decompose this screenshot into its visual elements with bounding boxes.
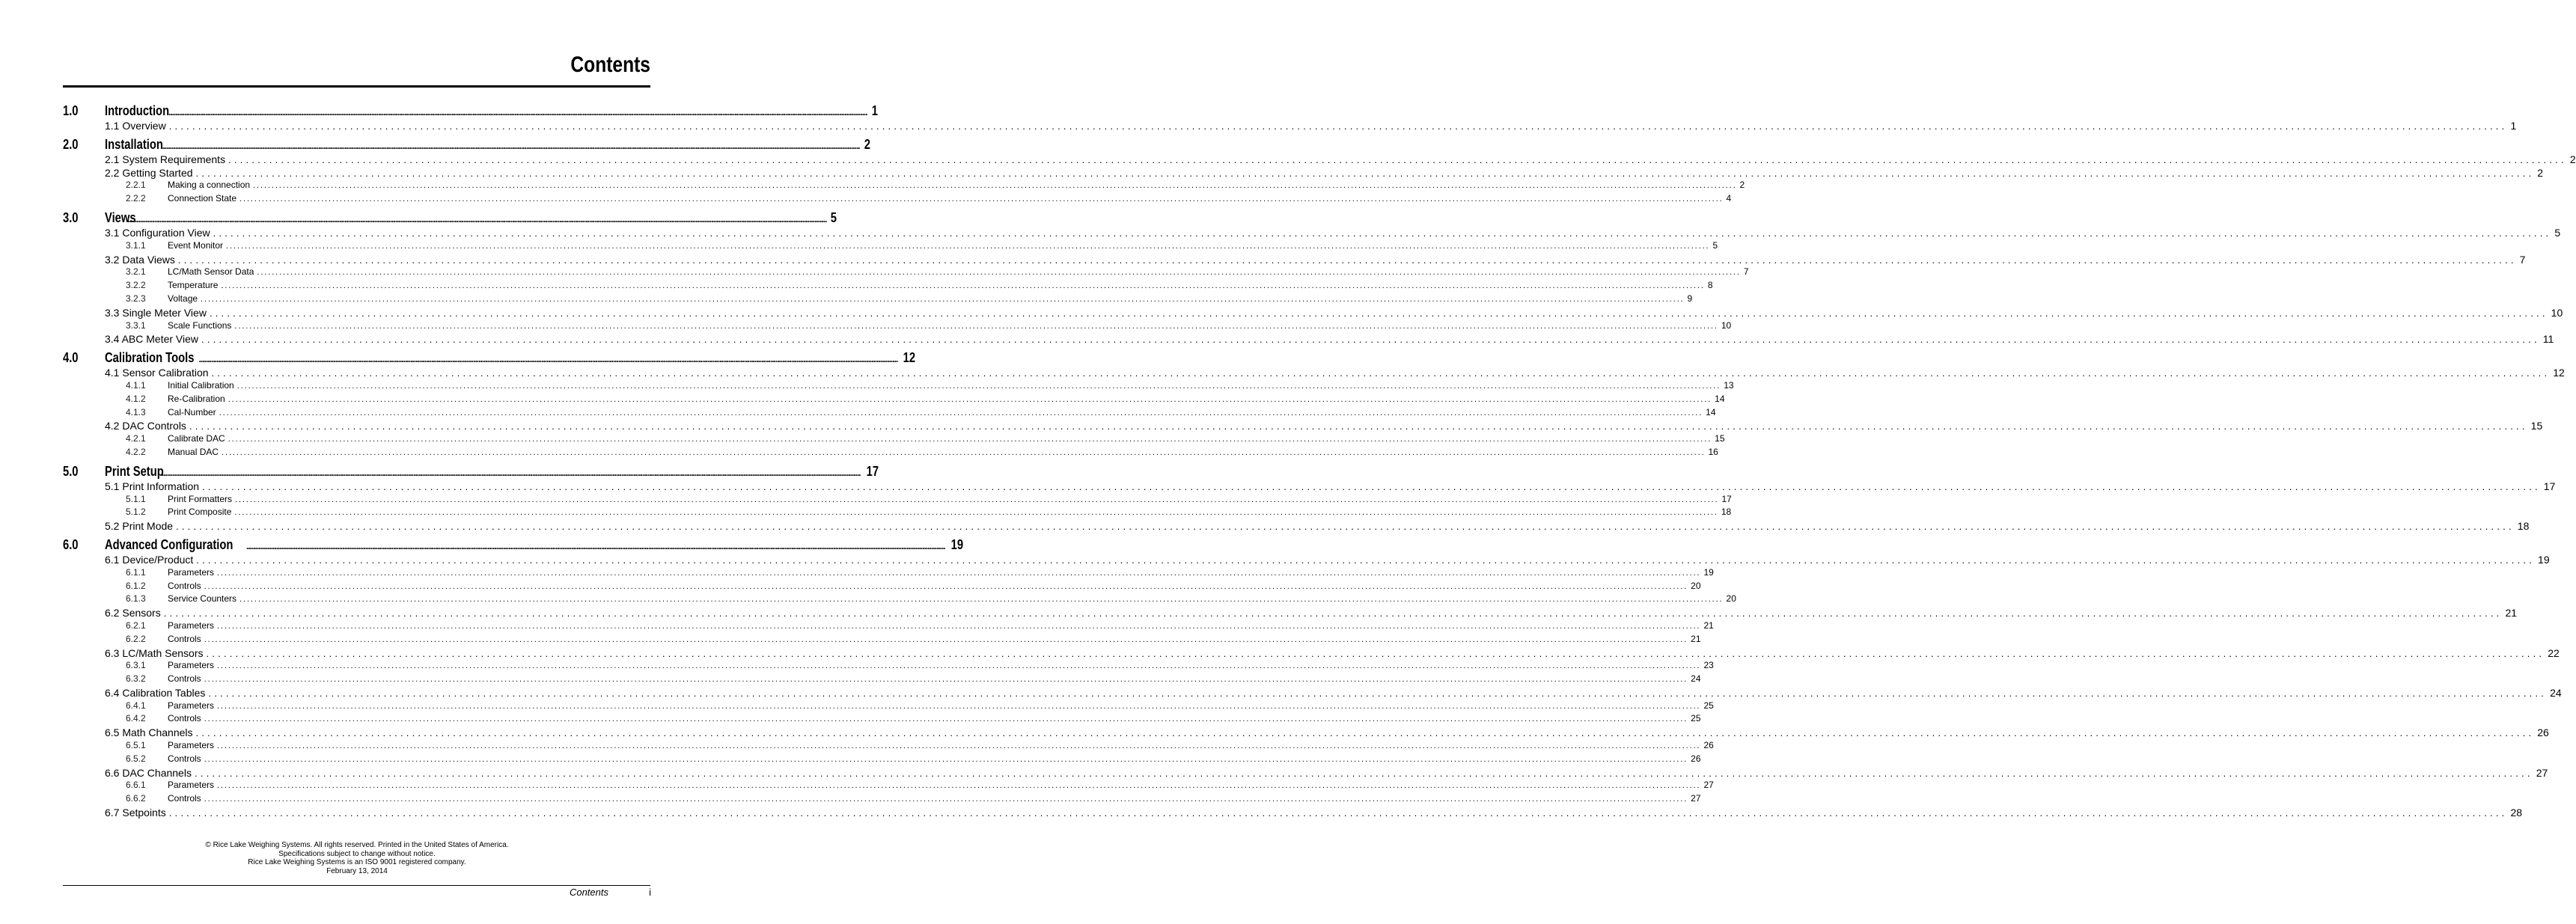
toc-entry-title: Print Composite: [168, 507, 232, 518]
toc-entry-number: 3.2.2: [126, 280, 146, 291]
toc-entry-line: [168, 580, 1701, 591]
toc-entry-line: [168, 780, 1714, 791]
toc-entry-page: 7: [1743, 266, 1749, 278]
dot-leader: ................................................................................................................................................................................................................................................................................................................................................................................................................: [253, 181, 1737, 191]
toc-entry-title: Manual DAC: [168, 446, 219, 457]
toc-entry-page: 17: [2543, 480, 2556, 492]
toc-entry-page: 5: [831, 209, 837, 225]
toc-entry-number: 6.6.1: [126, 780, 146, 791]
toc-entry-line: [168, 393, 1725, 404]
toc-entry-line: [168, 793, 1701, 804]
toc-entry-page: 17: [866, 463, 879, 479]
toc-entry-title: Print Setup: [105, 463, 164, 479]
toc-entry-page: 11: [2542, 333, 2554, 346]
toc-entry-sub[interactable]: [63, 593, 1736, 607]
toc-entry-title: 3.1 Configuration View: [105, 226, 210, 239]
dot-leader: ................................................................................................................................................................................................................................................................................................................................................................................................................: [168, 107, 867, 117]
dot-leader: ................................................................................................................................................................................................................................................................................................................................................................................................................: [222, 447, 1706, 457]
toc-entry-sub[interactable]: [63, 280, 1713, 293]
toc-entry-number: 4.1.2: [126, 393, 146, 404]
toc-entry-line: [105, 420, 2543, 432]
toc-entry-page: 24: [2550, 686, 2562, 699]
dot-leader: ................................................................................................................................................................................................................................................................................................................................................................................................................: [228, 153, 2567, 165]
toc-entry-line: [168, 753, 1701, 764]
toc-entry-line: [105, 153, 2576, 165]
toc-entry-line: [168, 379, 1734, 391]
toc-entry-title: LC/Math Sensor Data: [168, 266, 254, 278]
toc-entry-sub[interactable]: [63, 180, 1745, 193]
toc-entry-number: 3.2.1: [126, 266, 146, 278]
toc-entry-sec[interactable]: [63, 480, 2556, 494]
dot-leader: ................................................................................................................................................................................................................................................................................................................................................................................................................: [239, 195, 1724, 204]
toc-entry-number: 3.1.1: [126, 239, 146, 251]
dot-leader: ................................................................................................................................................................................................................................................................................................................................................................................................................: [217, 741, 1701, 751]
toc-entry-page: 21: [2505, 607, 2518, 619]
dot-leader: ................................................................................................................................................................................................................................................................................................................................................................................................................: [204, 754, 1688, 764]
toc-entry-page: 2: [864, 136, 870, 152]
footer-section-label: Contents: [569, 887, 608, 898]
toc-entry-page: 24: [1691, 673, 1701, 685]
toc-entry-page: 2: [1739, 180, 1745, 191]
toc-entry-page: 21: [1703, 619, 1714, 631]
toc-entry-title: Calibrate DAC: [168, 433, 225, 444]
toc-entry-sec[interactable]: [63, 553, 2550, 567]
toc-entry-line: [105, 226, 2561, 239]
toc-entry-line: [105, 253, 2526, 266]
toc-entry-sec[interactable]: [63, 646, 2560, 661]
toc-entry-sub[interactable]: [63, 266, 1749, 280]
toc-entry-line: [168, 406, 1716, 417]
toc-entry-page: 25: [1703, 700, 1714, 711]
toc-entry-sub[interactable]: [63, 406, 1716, 420]
toc-entry-title: Print Formatters: [168, 493, 233, 504]
footer-page-number: i: [649, 887, 651, 898]
toc-entry-ch[interactable]: [63, 136, 870, 153]
dot-leader: ................................................................................................................................................................................................................................................................................................................................................................................................................: [211, 367, 2551, 379]
dot-leader: ................................................................................................................................................................................................................................................................................................................................................................................................................: [201, 334, 2540, 346]
toc-entry-page: 2: [2569, 153, 2576, 165]
toc-entry-sec[interactable]: [63, 807, 2523, 820]
toc-entry-title: Parameters: [168, 566, 215, 578]
toc-entry-title: Temperature: [168, 280, 219, 291]
toc-entry-sub[interactable]: [63, 507, 1732, 520]
toc-entry-page: 19: [2538, 553, 2550, 566]
toc-entry-page: 28: [2510, 807, 2523, 819]
dot-leader: ................................................................................................................................................................................................................................................................................................................................................................................................................: [219, 408, 1703, 417]
toc-entry-sub[interactable]: [63, 780, 1714, 793]
toc-entry-line: [168, 633, 1701, 644]
toc-entry-ch[interactable]: [63, 350, 916, 367]
toc-entry-title: Parameters: [168, 740, 215, 751]
dot-leader: ................................................................................................................................................................................................................................................................................................................................................................................................................: [228, 435, 1712, 444]
dot-leader: ................................................................................................................................................................................................................................................................................................................................................................................................................: [204, 634, 1688, 644]
toc-entry-page: 27: [2536, 766, 2548, 779]
toc-entry-page: 27: [1691, 793, 1701, 804]
dot-leader: ................................................................................................................................................................................................................................................................................................................................................................................................................: [234, 321, 1718, 331]
toc-entry-line: [168, 660, 1714, 671]
toc-entry-line: [105, 166, 2544, 179]
toc-entry-page: 17: [1721, 493, 1732, 504]
toc-entry-title: Controls: [168, 753, 201, 764]
toc-entry-page: 23: [1703, 660, 1714, 671]
toc-entry-title: 4.1 Sensor Calibration: [105, 367, 209, 379]
toc-entry-title: Event Monitor: [168, 239, 224, 251]
dot-leader: ................................................................................................................................................................................................................................................................................................................................................................................................................: [209, 307, 2548, 319]
toc-entry-sec[interactable]: [63, 333, 2554, 346]
dot-leader: ................................................................................................................................................................................................................................................................................................................................................................................................................: [206, 647, 2545, 659]
toc-entry-sec[interactable]: [63, 420, 2543, 433]
dot-leader: ................................................................................................................................................................................................................................................................................................................................................................................................................: [168, 120, 2508, 132]
toc-entry-line: [168, 180, 1745, 191]
toc-entry-sec[interactable]: [63, 253, 2526, 267]
dot-leader: ................................................................................................................................................................................................................................................................................................................................................................................................................: [217, 701, 1701, 711]
toc-entry-number: 4.2.2: [126, 446, 146, 457]
toc-entry-sub[interactable]: [63, 379, 1734, 394]
toc-entry-title: Calibration Tools: [105, 350, 195, 366]
toc-entry-number: 6.1.2: [126, 580, 146, 591]
toc-entry-line: [105, 103, 878, 119]
toc-entry-sub[interactable]: [63, 239, 1718, 254]
toc-entry-title: Installation: [105, 136, 163, 152]
toc-entry-line: [168, 239, 1718, 251]
toc-entry-page: 13: [1724, 379, 1734, 391]
toc-entry-page: 16: [1708, 446, 1718, 457]
toc-entry-sub[interactable]: [63, 566, 1714, 581]
toc-entry-line: [105, 480, 2556, 492]
dot-leader: ................................................................................................................................................................................................................................................................................................................................................................................................................: [194, 767, 2533, 779]
toc-entry-sub[interactable]: [63, 673, 1701, 687]
dot-leader: ................................................................................................................................................................................................................................................................................................................................................................................................................: [204, 715, 1688, 724]
toc-entry-title: 6.1 Device/Product: [105, 553, 194, 566]
toc-entry-title: Service Counters: [168, 593, 237, 605]
toc-entry-page: 14: [1706, 406, 1716, 417]
toc-entry-title: Connection State: [168, 193, 237, 204]
dot-leader: ................................................................................................................................................................................................................................................................................................................................................................................................................: [196, 554, 2536, 566]
toc-entry-page: 18: [1721, 507, 1732, 518]
toc-entry-number: 2.2.1: [126, 180, 146, 191]
toc-entry-line: [168, 446, 1718, 457]
toc-entry-title: Cal-Number: [168, 406, 216, 417]
toc-entry-sub[interactable]: [63, 793, 1701, 807]
toc-entry-number: 6.5.2: [126, 753, 146, 764]
toc-entry-page: 12: [2553, 367, 2565, 379]
toc-entry-line: [105, 350, 916, 366]
toc-entry-sec[interactable]: [63, 306, 2563, 320]
toc-entry-page: 20: [1691, 580, 1701, 591]
toc-entry-number: 6.6.2: [126, 793, 146, 804]
toc-entry-number: 4.0: [63, 350, 79, 366]
toc-entry-sub[interactable]: [63, 713, 1701, 726]
toc-entry-title: 5.1 Print Information: [105, 480, 200, 492]
toc-entry-page: 22: [2548, 646, 2560, 659]
toc-entry-number: 6.1.3: [126, 593, 146, 605]
toc-entry-number: 6.4.2: [126, 713, 146, 724]
toc-entry-page: 10: [2551, 306, 2563, 319]
toc-entry-page: 5: [2554, 226, 2561, 239]
dot-leader: ................................................................................................................................................................................................................................................................................................................................................................................................................: [204, 675, 1688, 685]
toc-entry-line: [105, 553, 2550, 566]
toc-entry-number: 3.2.3: [126, 293, 146, 304]
toc-entry-line: [105, 209, 837, 226]
toc-entry-title: 2.1 System Requirements: [105, 153, 226, 165]
toc-entry-number: 6.4.1: [126, 700, 146, 711]
toc-entry-line: [105, 686, 2562, 699]
dot-leader: ................................................................................................................................................................................................................................................................................................................................................................................................................: [213, 227, 2552, 239]
dot-leader: ................................................................................................................................................................................................................................................................................................................................................................................................................: [221, 281, 1705, 291]
toc-entry-line: [168, 280, 1713, 291]
dot-leader: ................................................................................................................................................................................................................................................................................................................................................................................................................: [234, 508, 1718, 518]
toc-entry-sub[interactable]: [63, 660, 1714, 673]
toc-entry-title: Introduction: [105, 103, 170, 118]
toc-entry-line: [168, 493, 1732, 504]
dot-leader: ................................................................................................................................................................................................................................................................................................................................................................................................................: [161, 140, 860, 151]
toc-entry-sec[interactable]: [63, 766, 2548, 780]
toc-entry-title: Controls: [168, 793, 201, 804]
toc-entry-title: 3.4 ABC Meter View: [105, 333, 199, 346]
toc-entry-page: 15: [2530, 420, 2543, 432]
toc-entry-line: [105, 726, 2549, 739]
toc-entry-ch[interactable]: [63, 209, 837, 227]
toc-entry-number: 2.0: [63, 136, 79, 152]
toc-entry-sub[interactable]: [63, 433, 1725, 447]
toc-entry-page: 19: [1703, 566, 1714, 578]
toc-entry-title: Making a connection: [168, 180, 251, 191]
dot-leader: ................................................................................................................................................................................................................................................................................................................................................................................................................: [204, 795, 1688, 804]
toc-entry-title: 1.1 Overview: [105, 120, 166, 132]
toc-entry-sec[interactable]: [63, 607, 2518, 620]
toc-entry-line: [168, 700, 1714, 711]
toc-entry-page: 10: [1721, 319, 1732, 331]
toc-entry-title: 6.4 Calibration Tables: [105, 686, 206, 699]
dot-leader: ................................................................................................................................................................................................................................................................................................................................................................................................................: [127, 213, 827, 224]
dot-leader: ................................................................................................................................................................................................................................................................................................................................................................................................................: [163, 608, 2503, 619]
toc-entry-sec[interactable]: [63, 120, 2517, 133]
toc-entry-line: [105, 463, 879, 480]
toc-entry-title: 4.2 DAC Controls: [105, 420, 186, 432]
toc-entry-number: 6.3.2: [126, 673, 146, 685]
toc-entry-line: [168, 673, 1701, 685]
toc-entry-number: 6.5.1: [126, 740, 146, 751]
toc-entry-sub[interactable]: [63, 319, 1732, 334]
dot-leader: ................................................................................................................................................................................................................................................................................................................................................................................................................: [189, 420, 2528, 432]
dot-leader: ................................................................................................................................................................................................................................................................................................................................................................................................................: [208, 687, 2548, 699]
toc-entry-title: 5.2 Print Mode: [105, 520, 174, 533]
notice-date: February 13, 2014: [326, 866, 388, 875]
dot-leader: ................................................................................................................................................................................................................................................................................................................................................................................................................: [257, 268, 1741, 278]
toc-entry-sub[interactable]: [63, 619, 1714, 634]
toc-entry-ch[interactable]: [63, 463, 879, 480]
notice-line: © Rice Lake Weighing Systems. All rights reserved. Printed in the United States of America.: [205, 841, 509, 849]
notice-line: Specifications subject to change without notice.: [278, 849, 436, 858]
toc-entry-line: [105, 520, 2530, 533]
toc-entry-page: 15: [1715, 433, 1725, 444]
toc-entry-page: 26: [1703, 740, 1714, 751]
toc-entry-line: [168, 507, 1732, 518]
toc-entry-page: 19: [950, 536, 963, 552]
toc-entry-title: 3.3 Single Meter View: [105, 306, 207, 319]
toc-entry-number: 1.0: [63, 103, 79, 118]
toc-entry-ch[interactable]: [63, 103, 878, 120]
toc-entry-number: 6.0: [63, 536, 79, 552]
toc-entry-sub[interactable]: [63, 493, 1732, 507]
dot-leader: ................................................................................................................................................................................................................................................................................................................................................................................................................: [217, 621, 1701, 631]
dot-leader: ................................................................................................................................................................................................................................................................................................................................................................................................................: [202, 480, 2541, 492]
toc-entry-number: 4.1.1: [126, 379, 146, 391]
table-of-contents: [63, 103, 2576, 820]
toc-entry-page: 5: [1712, 239, 1718, 251]
dot-leader: ................................................................................................................................................................................................................................................................................................................................................................................................................: [246, 540, 945, 551]
dot-leader: ................................................................................................................................................................................................................................................................................................................................................................................................................: [228, 394, 1712, 404]
toc-entry-line: [105, 136, 870, 153]
toc-entry-page: 14: [1715, 393, 1725, 404]
toc-entry-sec[interactable]: [63, 153, 2576, 167]
toc-entry-page: 20: [1726, 593, 1736, 605]
dot-leader: ................................................................................................................................................................................................................................................................................................................................................................................................................: [217, 661, 1701, 671]
toc-entry-title: Voltage: [168, 293, 198, 304]
dot-leader: ................................................................................................................................................................................................................................................................................................................................................................................................................: [217, 568, 1701, 578]
toc-entry-title: 6.6 DAC Channels: [105, 766, 192, 779]
toc-entry-number: 6.3.1: [126, 660, 146, 671]
toc-entry-page: 27: [1703, 780, 1714, 791]
toc-entry-title: Controls: [168, 713, 201, 724]
toc-entry-page: 25: [1691, 713, 1701, 724]
toc-entry-page: 7: [2519, 253, 2526, 266]
toc-entry-sub[interactable]: [63, 446, 1718, 460]
toc-entry-title: Advanced Configuration: [105, 536, 234, 552]
toc-entry-sub[interactable]: [63, 193, 1732, 206]
toc-entry-title: Initial Calibration: [168, 379, 234, 391]
toc-entry-number: 3.3.1: [126, 319, 146, 331]
toc-entry-line: [168, 293, 1693, 304]
toc-entry-title: 6.2 Sensors: [105, 607, 161, 619]
title-rule: [63, 85, 650, 88]
toc-entry-sub[interactable]: [63, 293, 1693, 307]
toc-entry-sub[interactable]: [63, 580, 1701, 594]
toc-entry-line: [105, 333, 2554, 346]
dot-leader: ................................................................................................................................................................................................................................................................................................................................................................................................................: [176, 521, 2515, 533]
dot-leader: ................................................................................................................................................................................................................................................................................................................................................................................................................: [201, 294, 1685, 304]
toc-entry-title: Parameters: [168, 619, 215, 631]
toc-entry-page: 8: [1707, 280, 1713, 291]
notice-line: Rice Lake Weighing Systems is an ISO 9001 registered company.: [248, 858, 466, 866]
toc-entry-title: Parameters: [168, 660, 215, 671]
toc-entry-sec[interactable]: [63, 166, 2544, 180]
toc-entry-line: [105, 306, 2563, 319]
toc-entry-line: [168, 593, 1736, 605]
toc-entry-sub[interactable]: [63, 633, 1701, 647]
toc-entry-number: 5.0: [63, 463, 79, 479]
toc-entry-number: 6.1.1: [126, 566, 146, 578]
toc-entry-line: [168, 713, 1701, 724]
toc-entry-title: Parameters: [168, 700, 215, 711]
toc-entry-line: [168, 740, 1714, 751]
toc-entry-line: [168, 319, 1732, 331]
dot-leader: ................................................................................................................................................................................................................................................................................................................................................................................................................: [162, 467, 861, 478]
toc-entry-number: 5.1.1: [126, 493, 146, 504]
toc-entry-sec[interactable]: [63, 520, 2530, 533]
toc-entry-page: 1: [871, 103, 878, 118]
toc-entry-title: Parameters: [168, 780, 215, 791]
toc-entry-number: 6.2.1: [126, 619, 146, 631]
dot-leader: ................................................................................................................................................................................................................................................................................................................................................................................................................: [239, 595, 1724, 605]
toc-entry-line: [105, 807, 2523, 819]
toc-entry-line: [105, 120, 2517, 132]
toc-entry-sec[interactable]: [63, 367, 2565, 380]
copyright-notice: [0, 841, 714, 875]
page-title: Contents: [570, 52, 650, 77]
toc-entry-title: 3.2 Data Views: [105, 253, 175, 266]
toc-entry-number: 3.0: [63, 209, 79, 225]
toc-entry-sub[interactable]: [63, 740, 1714, 753]
toc-entry-number: 6.2.2: [126, 633, 146, 644]
dot-leader: ................................................................................................................................................................................................................................................................................................................................................................................................................: [168, 807, 2508, 819]
toc-entry-title: Views: [105, 209, 136, 225]
toc-entry-sec[interactable]: [63, 686, 2562, 700]
toc-entry-title: 2.2 Getting Started: [105, 166, 193, 179]
footer-rule: [63, 885, 650, 886]
toc-entry-ch[interactable]: [63, 536, 963, 554]
toc-entry-sub[interactable]: [63, 393, 1725, 407]
toc-entry-number: 5.1.2: [126, 507, 146, 518]
toc-entry-page: 2: [2537, 166, 2544, 179]
toc-entry-sub[interactable]: [63, 753, 1701, 767]
toc-entry-title: Scale Functions: [168, 319, 232, 331]
toc-entry-page: 21: [1691, 633, 1701, 644]
toc-entry-line: [105, 646, 2560, 659]
toc-entry-title: Controls: [168, 580, 201, 591]
toc-entry-page: 1: [2510, 120, 2517, 132]
toc-entry-line: [168, 433, 1725, 444]
toc-entry-number: 4.2.1: [126, 433, 146, 444]
toc-entry-title: 6.5 Math Channels: [105, 726, 193, 739]
toc-entry-page: 9: [1687, 293, 1693, 304]
toc-entry-sec[interactable]: [63, 726, 2549, 740]
toc-entry-line: [105, 607, 2518, 619]
toc-entry-line: [168, 566, 1714, 578]
dot-leader: ................................................................................................................................................................................................................................................................................................................................................................................................................: [235, 495, 1719, 504]
toc-entry-line: [105, 536, 963, 553]
toc-entry-page: 26: [1691, 753, 1701, 764]
toc-entry-title: 6.7 Setpoints: [105, 807, 166, 819]
toc-entry-line: [168, 266, 1749, 278]
toc-entry-title: Re-Calibration: [168, 393, 225, 404]
toc-entry-page: 26: [2537, 726, 2549, 739]
dot-leader: ................................................................................................................................................................................................................................................................................................................................................................................................................: [177, 254, 2517, 266]
dot-leader: ................................................................................................................................................................................................................................................................................................................................................................................................................: [236, 381, 1721, 391]
toc-entry-sec[interactable]: [63, 226, 2561, 240]
toc-entry-line: [168, 193, 1732, 204]
toc-entry-page: 12: [903, 350, 916, 366]
dot-leader: ................................................................................................................................................................................................................................................................................................................................................................................................................: [195, 727, 2535, 739]
toc-entry-title: 6.3 LC/Math Sensors: [105, 646, 204, 659]
toc-entry-title: Controls: [168, 633, 201, 644]
toc-entry-page: 4: [1726, 193, 1732, 204]
toc-entry-line: [105, 367, 2565, 379]
dot-leader: ................................................................................................................................................................................................................................................................................................................................................................................................................: [204, 581, 1688, 591]
dot-leader: ................................................................................................................................................................................................................................................................................................................................................................................................................: [195, 167, 2535, 179]
dot-leader: ................................................................................................................................................................................................................................................................................................................................................................................................................: [226, 241, 1710, 251]
toc-entry-line: [105, 766, 2548, 779]
toc-entry-title: Controls: [168, 673, 201, 685]
toc-entry-page: 18: [2517, 520, 2530, 533]
toc-entry-sub[interactable]: [63, 700, 1714, 714]
toc-entry-number: 4.1.3: [126, 406, 146, 417]
toc-entry-number: 2.2.2: [126, 193, 146, 204]
toc-entry-line: [168, 619, 1714, 631]
dot-leader: ................................................................................................................................................................................................................................................................................................................................................................................................................: [198, 354, 898, 365]
dot-leader: ................................................................................................................................................................................................................................................................................................................................................................................................................: [217, 781, 1701, 791]
